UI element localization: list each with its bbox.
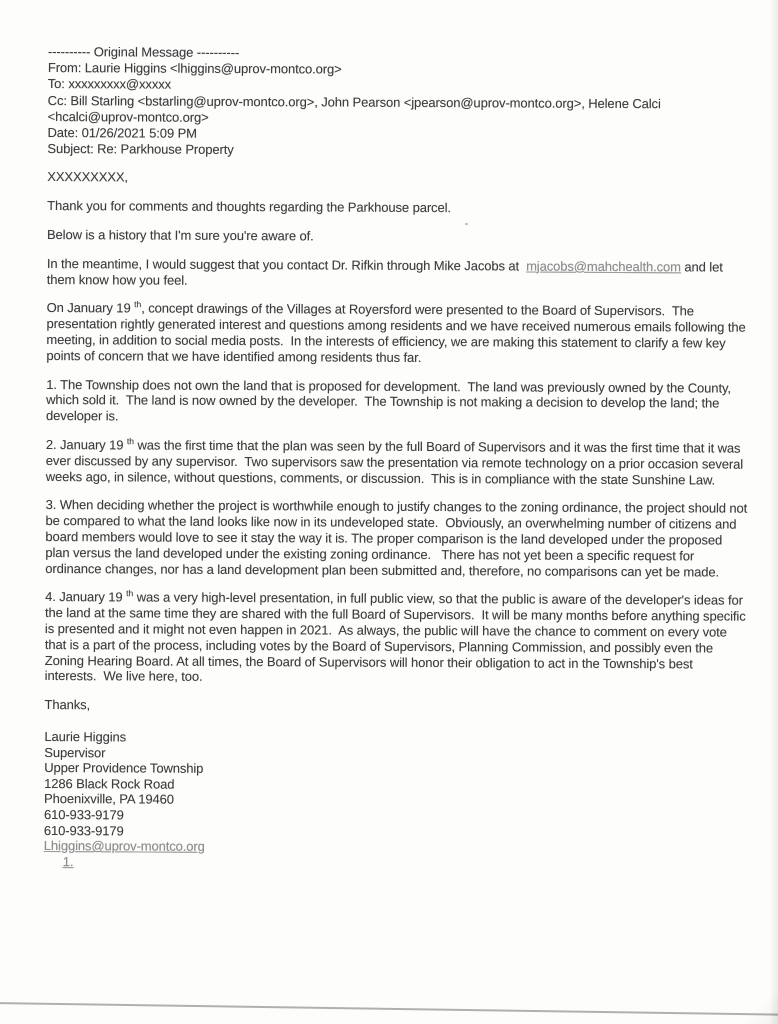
- signature-line: Supervisor: [44, 744, 106, 760]
- closing: Thanks,: [44, 697, 91, 713]
- email-address-link[interactable]: mjacobs@mahchealth.com: [526, 258, 681, 275]
- scan-page-right-edge: [769, 0, 778, 1024]
- email-body: [45, 198, 750, 688]
- signature-block: [44, 729, 747, 842]
- scan-corner-shade: [718, 994, 778, 1024]
- header-line: Subject: Re: Parkhouse Property: [47, 141, 234, 158]
- header-line: Date: 01/26/2021 5:09 PM: [47, 125, 197, 141]
- signature-line: Upper Providence Township: [44, 760, 204, 776]
- header-line: ---------- Original Message ----------: [47, 44, 240, 61]
- paragraph: 3. When deciding whether the project is worthwhile enough to justify changes to the zoning ordinance, the project should not be compared to what the land looks like now in its undeveloped state. Obviously, an overwhelming number of citizens and board members would love to see it stay the way it is. The proper comparison is the land developed under the proposed plan versus the land developed under the existing zoning ordinance. There has not yet been a specific request for ordinance changes, nor has a land development plan been submitted and, therefore, no comparisons can yet be made.: [45, 497, 751, 580]
- signature-line: 610-933-9179: [43, 806, 124, 823]
- scan-page-bottom-edge: [0, 1002, 778, 1015]
- paragraph: On January 19 $^{th}$, concept drawings of the Villages at Royersford were presented to the Board of Supervisors. The presentation rightly generated interest and questions among residents and we have received numerous emails following the meeting, in addition to social media posts. In the interests of efficiency, we are making this statement to clarify a few key points of concern that we have identified among residents thus far.: [46, 299, 750, 365]
- email-header: [47, 44, 750, 161]
- signature-line: 610-933-9179: [43, 822, 124, 838]
- paragraph: 4. January 19 $^{th}$ was a very high-level presentation, in full public view, so that the public is aware of the developer's ideas for the land at the same time they are shared with the full Board of Supervisors. It will be many months before anything specific is presented and it might not even happen in 2021. As always, the public will have the chance to comment on every vote that is a part of the process, including votes by the Board of Supervisors, Planning Commission, and possibly even the Zoning Hearing Board. At all times, the Board of Supervisors will honor their obligation to act in the Township's best interests. We live here, too.: [44, 588, 750, 685]
- signature-email-link[interactable]: Lhiggins@uprov-montco.org: [43, 838, 205, 854]
- header-line: To: xxxxxxxxx@xxxxx: [47, 76, 172, 93]
- salutation: XXXXXXXXX,: [47, 169, 128, 185]
- header-line: Cc: Bill Starling <bstarling@uprov-montco.org>, John Pearson <jpearson@uprov-montco.org>, Helene Calci <hcalci@uprov-montco.org>: [47, 92, 665, 125]
- paragraph: Below is a history that I'm sure you're aware of.: [46, 227, 314, 244]
- paragraph: In the meantime, I would suggest that you contact Dr. Rifkin through Mike Jacobs at mjacobs@mahchealth.com and let them know how you feel.: [46, 255, 727, 288]
- paragraph: Thank you for comments and thoughts regarding the Parkhouse parcel.: [47, 198, 451, 216]
- email-content: [44, 44, 750, 873]
- scan-speck-artifact: [465, 223, 468, 225]
- signature-line: Laurie Higgins: [44, 728, 127, 745]
- footnote-row: [63, 854, 746, 873]
- header-line: From: Laurie Higgins <lhiggins@uprov-montco.org>: [47, 60, 342, 77]
- footnote-link[interactable]: 1.: [62, 853, 74, 870]
- ordinal-superscript: th: [126, 588, 134, 599]
- ordinal-superscript: th: [134, 299, 142, 310]
- paragraph: 2. January 19 $^{th}$ was the first time that the plan was seen by the full Board of Supervisors and it was the first time that it was ever discussed by any supervisor. Two supervisors saw the presentation via remote technology on a prior occasion several weeks ago, in silence, without questions, comments, or discussion. This is in compliance with the state Sunshine Law.: [45, 436, 747, 488]
- ordinal-superscript: th: [126, 436, 135, 447]
- signature-line: Phoenixville, PA 19460: [44, 791, 174, 807]
- paragraph: 1. The Township does not own the land that is proposed for development. The land was previously owned by the County, which sold it. The land is now owned by the developer. The Township is not making a decision to develop the land; the developer is.: [46, 376, 735, 424]
- signature-line: 1286 Black Rock Road: [44, 775, 175, 792]
